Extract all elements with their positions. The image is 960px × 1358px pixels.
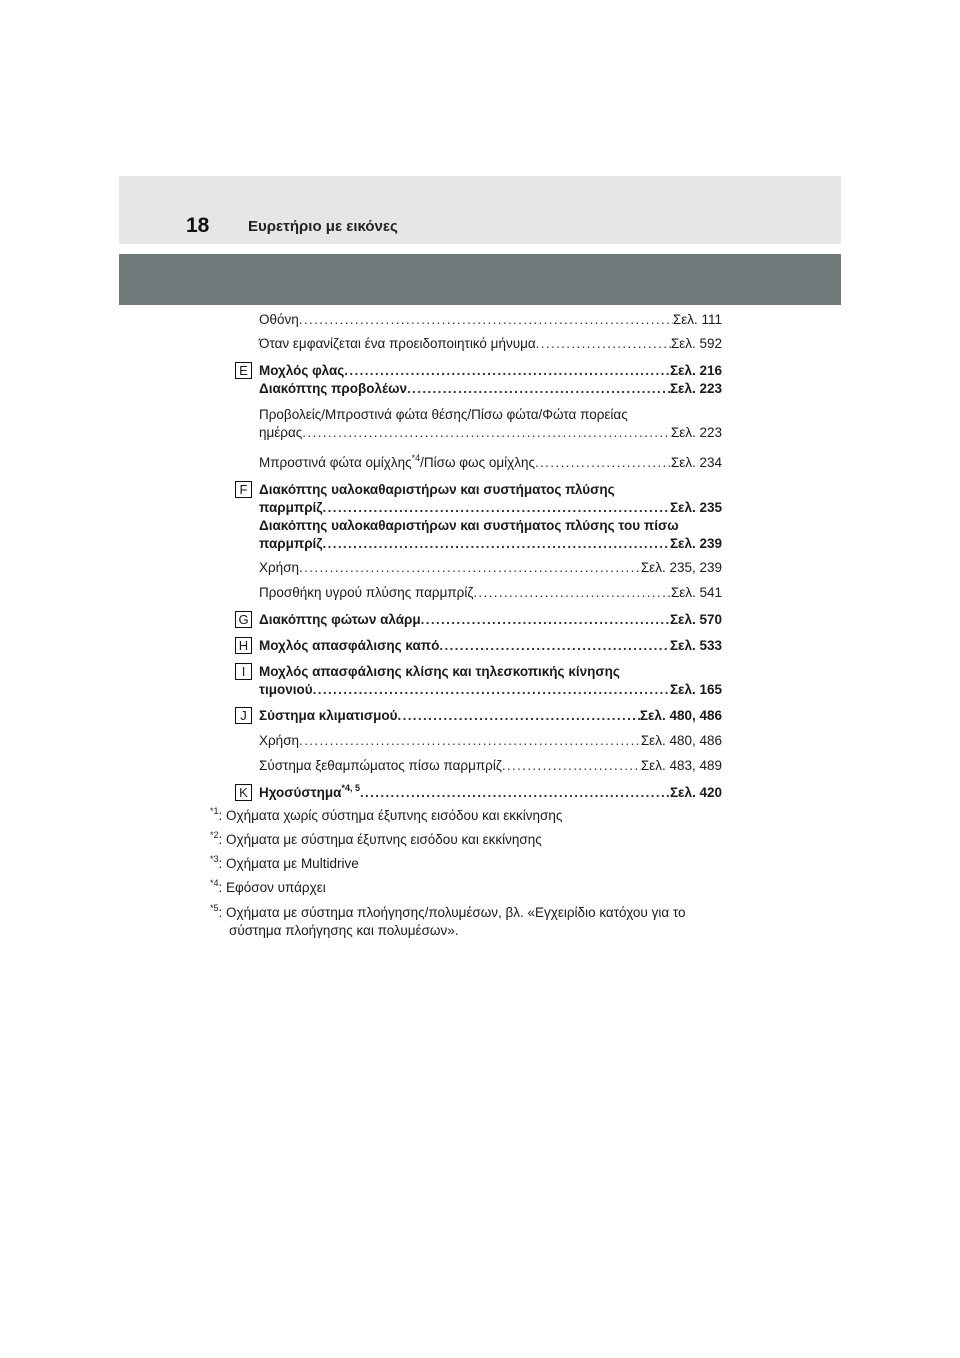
index-entry[interactable]: Σύστημα ξεθαμπώματος πίσω παρμπρίζ . . . Σελ. 483, 489 xyxy=(259,757,722,775)
index-entry[interactable]: Μοχλός απασφάλισης καπό . . . Σελ. 533 xyxy=(259,637,722,655)
index-entry[interactable]: Διακόπτης φώτων αλάρμ . . . Σελ. 570 xyxy=(259,611,722,629)
section-letter-h: H xyxy=(235,637,252,654)
index-entry[interactable]: Διακόπτης υαλοκαθαριστήρων και συστήματος πλύσης του πίσω παρμπρίζ . . . Σελ. 239 xyxy=(259,517,722,553)
footnote: $^{*1}$: Οχήματα χωρίς σύστημα έξυπνης εισόδου και εκκίνησης xyxy=(210,806,563,823)
header-band xyxy=(119,176,841,244)
section-letter-g: G xyxy=(235,611,252,628)
index-entry[interactable]: Μοχλός απασφάλισης κλίσης και τηλεσκοπικής κίνησης τιμονιού . . . Σελ. 165 xyxy=(259,663,722,699)
footnote: $^{*5}$: Οχήματα με σύστημα πλοήγησης/πολυμέσων, βλ. «Εγχειρίδιο κατόχου για το σύστημα πλοήγησης και πολυμέσων». xyxy=(210,903,686,938)
index-entry[interactable]: Διακόπτης προβολέων . . . Σελ. 223 xyxy=(259,380,722,398)
index-entry[interactable]: Σύστημα κλιματισμού . . . Σελ. 480, 486 xyxy=(259,707,722,725)
index-entry[interactable]: Προβολείς/Μπροστινά φώτα θέσης/Πίσω φώτα/Φώτα πορείας ημέρας . . . Σελ. 223 xyxy=(259,406,722,442)
page-number: 18 xyxy=(186,214,210,237)
footnote: $^{*3}$: Οχήματα με Multidrive xyxy=(210,854,359,871)
section-letter-k: K xyxy=(235,784,252,801)
index-entry[interactable]: Χρήση . . . Σελ. 235, 239 xyxy=(259,559,722,577)
section-letter-e: E xyxy=(235,362,252,379)
section-letter-i: I xyxy=(235,663,252,680)
footnote: $^{*4}$: Εφόσον υπάρχει xyxy=(210,878,326,895)
index-entry[interactable]: Χρήση . . . Σελ. 480, 486 xyxy=(259,732,722,750)
section-title: Ευρετήριο με εικόνες xyxy=(248,218,398,235)
index-entry[interactable]: Μοχλός φλας . . . Σελ. 216 xyxy=(259,362,722,380)
index-entry[interactable]: Οθόνη . . . Σελ. 111 xyxy=(259,311,722,329)
section-letter-f: F xyxy=(235,481,252,498)
index-entry[interactable]: Διακόπτης υαλοκαθαριστήρων και συστήματος πλύσης παρμπρίζ . . . Σελ. 235 xyxy=(259,481,722,517)
footnote: $^{*2}$: Οχήματα με σύστημα έξυπνης εισόδου και εκκίνησης xyxy=(210,830,542,847)
index-entry[interactable]: Προσθήκη υγρού πλύσης παρμπρίζ . . . Σελ. 541 xyxy=(259,584,722,602)
section-divider-band xyxy=(119,254,841,305)
index-entry[interactable]: Ηχοσύστημα$^{*4, 5}$ . . . Σελ. 420 xyxy=(259,784,722,802)
index-entry[interactable]: Μπροστινά φώτα ομίχλης$^{*4}$/Πίσω φως ομίχλης . . . Σελ. 234 xyxy=(259,454,722,472)
index-entry[interactable]: Όταν εμφανίζεται ένα προειδοποιητικό μήνυμα . . . Σελ. 592 xyxy=(259,335,722,353)
section-letter-j: J xyxy=(235,707,252,724)
